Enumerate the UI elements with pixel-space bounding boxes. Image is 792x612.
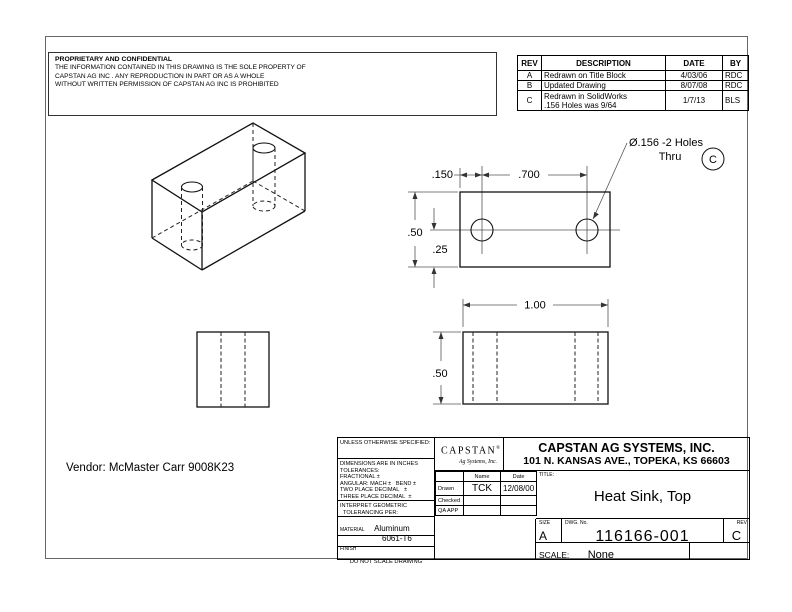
rev-col-header: REV [518, 56, 542, 71]
company-name: CAPSTAN AG SYSTEMS, INC. [538, 441, 715, 455]
proprietary-title: PROPRIETARY AND CONFIDENTIAL [55, 56, 173, 63]
capstan-logo-cell [435, 438, 504, 471]
rev-flag-letter: C [709, 154, 717, 166]
logo-wordmark: CAPSTAN® [441, 445, 502, 457]
iso-hole-rims [182, 143, 276, 192]
proprietary-line: CAPSTAN AG INC . ANY REPRODUCTION IN PART OR AS A WHOLE [55, 72, 265, 80]
qa-app-row [436, 506, 537, 516]
dimension-arrows [439, 303, 609, 405]
rev-date: 1/7/13 [666, 91, 723, 111]
title-cell: TITLE: Heat Sink, Top [536, 471, 749, 519]
rev-value: C [731, 527, 742, 543]
rev-date: 8/07/08 [666, 81, 723, 91]
side-view [190, 325, 285, 420]
checked-row [436, 496, 537, 506]
scale-value: None [587, 549, 614, 561]
side-view-outline [197, 332, 269, 407]
dwg-no-cell: DWG. No. 116166-001 [562, 519, 724, 543]
rev-by: RDC [723, 71, 749, 81]
rev-by: BLS [723, 91, 749, 111]
dwg-no-value: 116166-001 [595, 527, 690, 545]
vendor-note: Vendor: McMaster Carr 9008K23 [66, 462, 235, 474]
registered-mark: ® [496, 446, 502, 452]
hole-callout-line1: Ø.156 -2 Holes [629, 137, 703, 149]
dimension-arrows [413, 173, 599, 275]
proprietary-notice [48, 52, 497, 116]
front-view-hidden-holes [473, 332, 598, 404]
size-value: A [539, 528, 548, 543]
top-view-dimensions [407, 137, 703, 256]
name-col-header: Name [464, 472, 501, 482]
empty-cell [690, 543, 749, 559]
hole-callout-line2: Thru [658, 151, 682, 163]
iso-block-outline [152, 123, 305, 270]
revision-row-c [518, 91, 749, 111]
dim-700-label: .700 [518, 169, 540, 181]
dim-150-label: .150 [431, 169, 453, 181]
isometric-view [120, 110, 340, 280]
company-header-cell [504, 438, 749, 471]
drawn-name: TCK [464, 482, 501, 496]
material-value-2: 6061-T6 [382, 534, 412, 543]
signature-header-row [436, 472, 537, 482]
drawn-date: 12/08/00 [501, 482, 537, 496]
dim-100-label: 1.00 [524, 299, 546, 312]
side-view-hidden-holes [221, 332, 245, 407]
interpret-geometric-cell: INTERPRET GEOMETRIC TOLERANCING PER: [338, 501, 435, 517]
finish-cell: FINISH [338, 536, 435, 547]
rev-letter: A [518, 71, 542, 81]
checked-label: Checked [436, 496, 464, 506]
company-address: 101 N. KANSAS AVE., TOPEKA, KS 66603 [523, 455, 730, 467]
rev-letter: C [518, 91, 542, 111]
front-view-outline [463, 332, 608, 404]
capstan-logo [435, 438, 503, 459]
date-col-header: Date [501, 472, 537, 482]
rev-cell: REV C [724, 519, 749, 543]
front-view [405, 285, 635, 420]
drawn-label: Drawn [436, 482, 464, 496]
revision-row-b [518, 81, 749, 91]
dim-50-front-label: .50 [432, 368, 448, 380]
tolerances-cell: DIMENSIONS ARE IN INCHES TOLERANCES: FRACTIONAL ± ANGULAR: MACH ± BEND ± TWO PLACE DECIMAL ± THREE PLACE DECIMAL ± [338, 459, 435, 501]
rev-letter: B [518, 81, 542, 91]
dim-50-top-label: .50 [407, 227, 423, 239]
scale-cell: SCALE: None [536, 543, 690, 559]
do-not-scale-cell: DO NOT SCALE DRAWING [338, 547, 435, 559]
unless-otherwise-cell: UNLESS OTHERWISE SPECIFIED: [338, 438, 435, 459]
rev-by: RDC [723, 81, 749, 91]
description-col-header: DESCRIPTION [542, 56, 666, 71]
qa-app-label: QA APP [436, 506, 464, 516]
date-col-header: DATE [666, 56, 723, 71]
front-view-dim-lines [433, 299, 608, 404]
by-col-header: BY [723, 56, 749, 71]
drawn-row [436, 482, 537, 496]
material-cell: MATERIAL Aluminum 6061-T6 [338, 517, 435, 536]
front-view-dimensions [432, 300, 545, 381]
dim-25-label: .25 [432, 244, 448, 256]
signature-table [435, 471, 537, 516]
material-value: Aluminum [374, 524, 410, 533]
proprietary-line: WITHOUT WRITTEN PERMISSION OF CAPSTAN AG INC IS PROHIBITED [55, 80, 279, 88]
revision-table [517, 55, 749, 111]
empty-cell [435, 519, 536, 559]
rev-date: 4/03/06 [666, 71, 723, 81]
rev-description: Updated Drawing [542, 81, 666, 91]
logo-subtitle: Ag Systems, Inc. [459, 459, 497, 465]
size-cell: SIZE A [536, 519, 562, 543]
iso-hole-hidden [182, 148, 276, 250]
revision-row-a [518, 71, 749, 81]
top-view [400, 130, 748, 280]
proprietary-line: THE INFORMATION CONTAINED IN THIS DRAWING IS THE SOLE PROPERTY OF [55, 64, 306, 72]
rev-description: Redrawn in SolidWorks .156 Holes was 9/64 [542, 91, 666, 111]
rev-description: Redrawn on Title Block [542, 71, 666, 81]
drawing-title: Heat Sink, Top [593, 487, 692, 505]
revision-header-row [518, 56, 749, 71]
title-block [337, 437, 750, 565]
top-view-outline [460, 192, 610, 267]
